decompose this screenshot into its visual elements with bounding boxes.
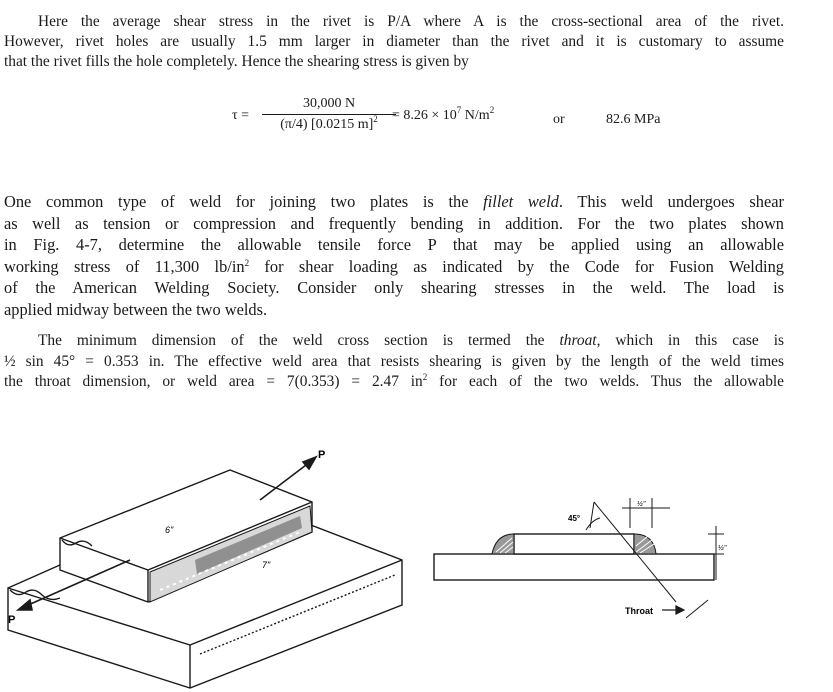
equation-denominator: (π/4) [0.0215 m]$^2$ [280,114,378,132]
text-line: in Fig. 4-7, determine the allowable tensile force P that may be applied using an allowable [4,235,784,254]
paragraph-intro [4,12,784,72]
equation-alt-result: 82.6 MPa [606,112,661,127]
plate-thickness-label: ½" [718,545,727,552]
text-line: the throat dimension, or weld area = 7(0.353) = 2.47 $in^2$ for each of the two welds. Thus the allowable [4,372,784,390]
equation-result: = $8.26 \times 10^7$ $N/m^2$ [392,105,495,123]
text-line: However, rivet holes are usually 1.5 mm larger in diameter than the rivet and it is customary to assume [4,33,784,50]
top-plate-section [514,534,634,554]
equation-or: or [553,112,565,127]
equation-numerator: 30,000 N [262,96,396,115]
dimension-width-label: 6" [165,525,174,535]
text-line: The minimum dimension of the weld cross section is termed the throat, which in this case is [38,332,785,349]
force-label-bottom: P [8,614,16,626]
text-line: ½ sin 45° = 0.353 in. The effective weld area that resists shearing is given by the length of the weld times [4,352,784,370]
throat-label: Throat [625,606,653,616]
equation-lhs: τ = [232,108,250,123]
lap-weld-isometric-figure [0,440,420,690]
paragraph-problem [4,191,784,320]
weld-cross-section-figure [430,490,730,630]
paragraph-solution [4,331,784,393]
dimension-length-label: 7" [262,560,271,570]
bottom-plate-section [434,554,714,580]
text-line: One common type of weld for joining two plates is the fillet weld. This weld undergoes shear [4,192,784,211]
angle-label: 45° [568,514,581,523]
throat-arrow [662,606,684,614]
text-line: applied midway between the two welds. [4,299,268,319]
text-line: as well as tension or compression and frequently bending in addition. For the two plates shown [4,213,784,233]
text-line: that the rivet fills the hole completely. Hence the shearing stress is given by [4,53,469,70]
weld-size-label: ½" [637,501,646,508]
text-line: working stress of 11,300 $lb/in^2$ for shear loading as indicated by the Code for Fusion Welding [4,256,784,276]
force-label-top: P [318,449,326,461]
equation-fraction [262,96,396,133]
text-line: Here the average shear stress in the rivet is P/A where A is the cross-sectional area of the rivet. [38,13,784,30]
text-line: of the American Welding Society. Consider only shearing stresses in the weld. The load is [4,278,784,297]
